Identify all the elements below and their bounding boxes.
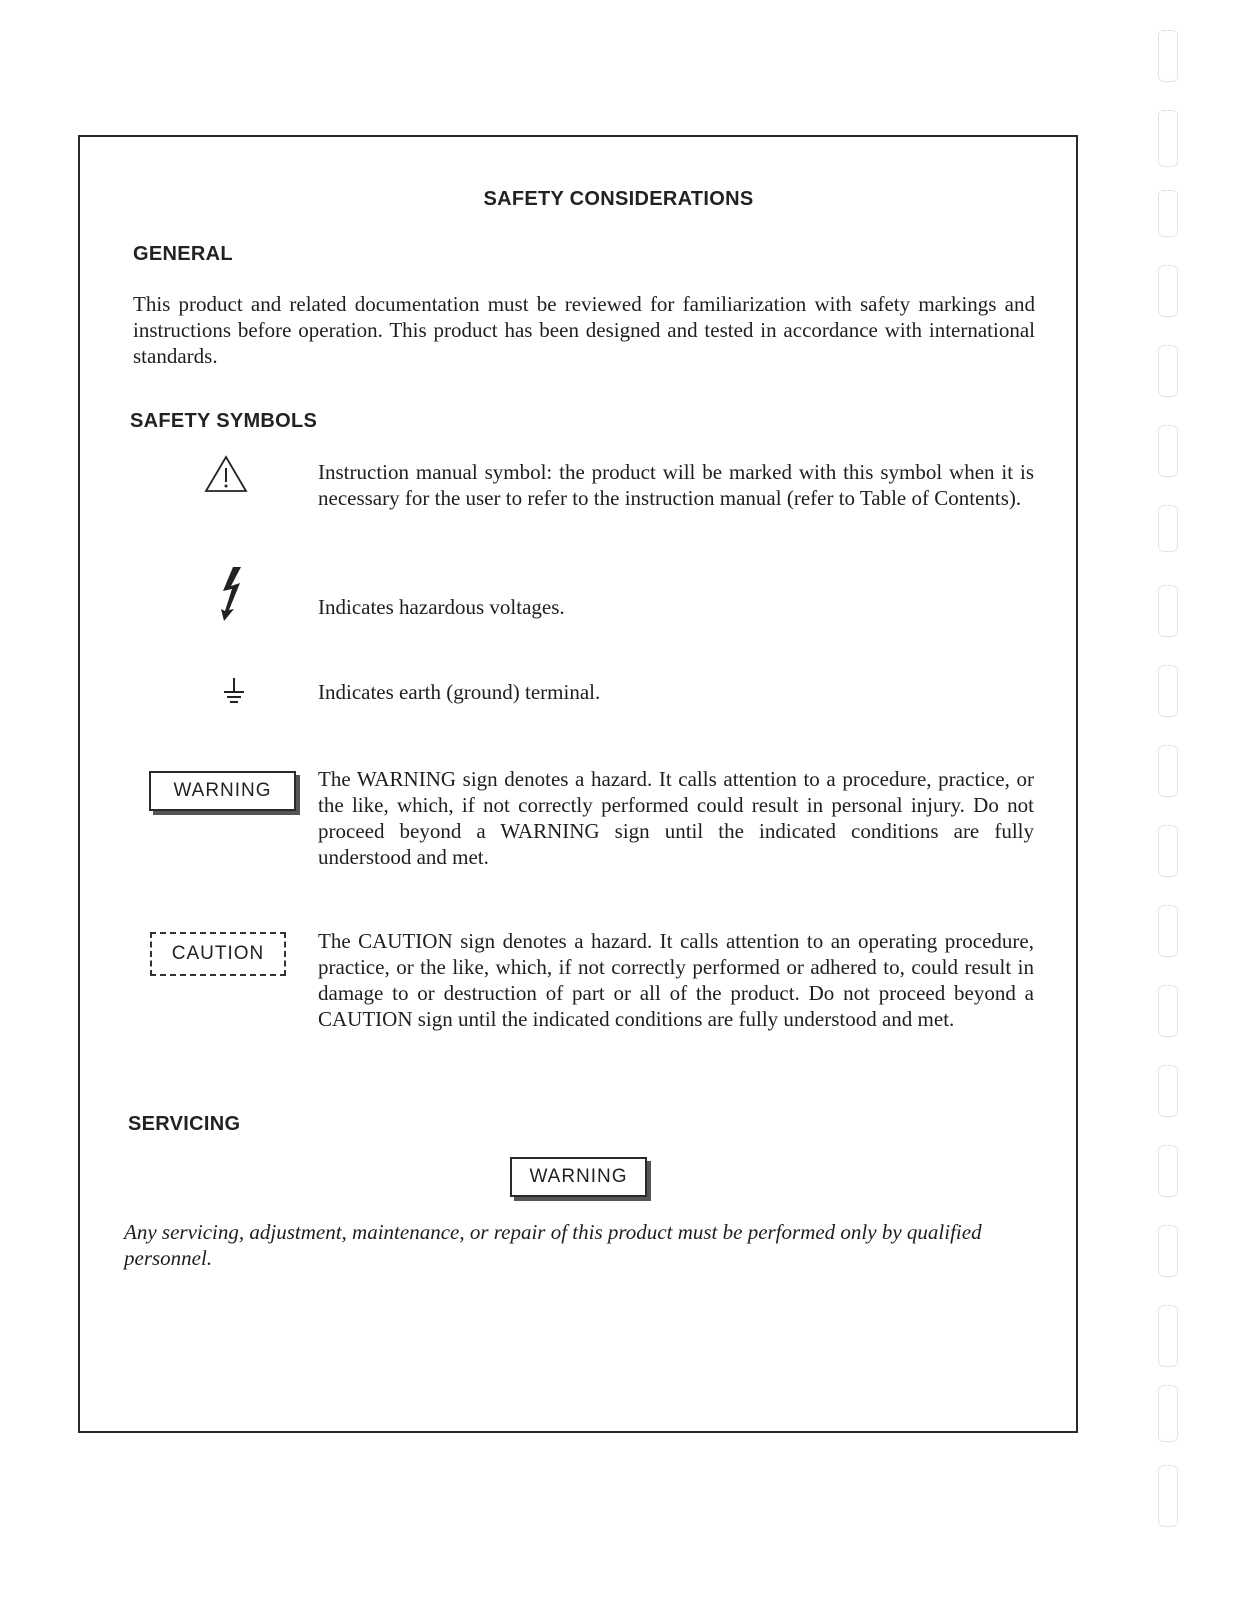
page-title: SAFETY CONSIDERATIONS [483, 188, 754, 210]
general-heading: GENERAL [133, 243, 233, 265]
scan-edge-mark [1158, 1225, 1178, 1277]
scan-edge-mark [1158, 505, 1178, 552]
hazardous-voltage-text: Indicates hazardous voltages. [318, 595, 565, 619]
scan-edge-mark [1158, 110, 1178, 167]
earth-terminal-text: Indicates earth (ground) terminal. [318, 680, 601, 704]
safety-symbols-heading: SAFETY SYMBOLS [130, 410, 318, 432]
scan-edge-mark [1158, 425, 1178, 477]
instruction-manual-triangle-icon [203, 454, 249, 494]
servicing-text: Any servicing, adjustment, maintenance, or repair of this product must be performed only by qualified personnel. [124, 1220, 982, 1270]
scan-edge-mark [1158, 1145, 1178, 1197]
scan-edge-mark [1158, 1465, 1178, 1527]
scan-edge-mark [1158, 585, 1178, 637]
scan-edge-mark [1158, 1305, 1178, 1367]
general-text: This product and related documentation must be reviewed for familiarization with safety markings and instructions before operation. This product has been designed and tested in accordance with international standards. [133, 292, 1035, 368]
warning-sign: WARNING [149, 771, 296, 811]
scan-edge-mark [1158, 1065, 1178, 1117]
lightning-bolt-icon [215, 565, 249, 623]
caution-description: The CAUTION sign denotes a hazard. It calls attention to an operating procedure, practice, or the like, which, if not correctly performed or adhered to, could result in damage to or destruction of part or all of the product. Do not proceed beyond a CAUTION sign until the indicated conditions are fully understood and met. [318, 929, 1034, 1031]
scan-edge-mark [1158, 1385, 1178, 1442]
scan-edge-mark [1158, 825, 1178, 877]
earth-ground-icon [222, 676, 246, 706]
scan-edge-mark [1158, 905, 1178, 957]
scan-edge-mark [1158, 665, 1178, 717]
servicing-warning-sign: WARNING [510, 1157, 647, 1197]
caution-sign: CAUTION [150, 932, 286, 976]
instruction-manual-text: Instruction manual symbol: the product will be marked with this symbol when it is necessary for the user to refer to the instruction manual (refer to Table of Contents). [318, 460, 1034, 510]
warning-description: The WARNING sign denotes a hazard. It calls attention to a procedure, practice, or the like, which, if not correctly performed could result in personal injury. Do not proceed beyond a WARNING sign until the indicated conditions are fully understood and met. [318, 767, 1034, 869]
scan-edge-mark [1158, 30, 1178, 82]
scan-edge-mark [1158, 345, 1178, 397]
scan-edge-mark [1158, 265, 1178, 317]
scan-edge-mark [1158, 985, 1178, 1037]
servicing-heading: SERVICING [128, 1113, 241, 1135]
scan-edge-mark [1158, 190, 1178, 237]
scan-edge-mark [1158, 745, 1178, 797]
